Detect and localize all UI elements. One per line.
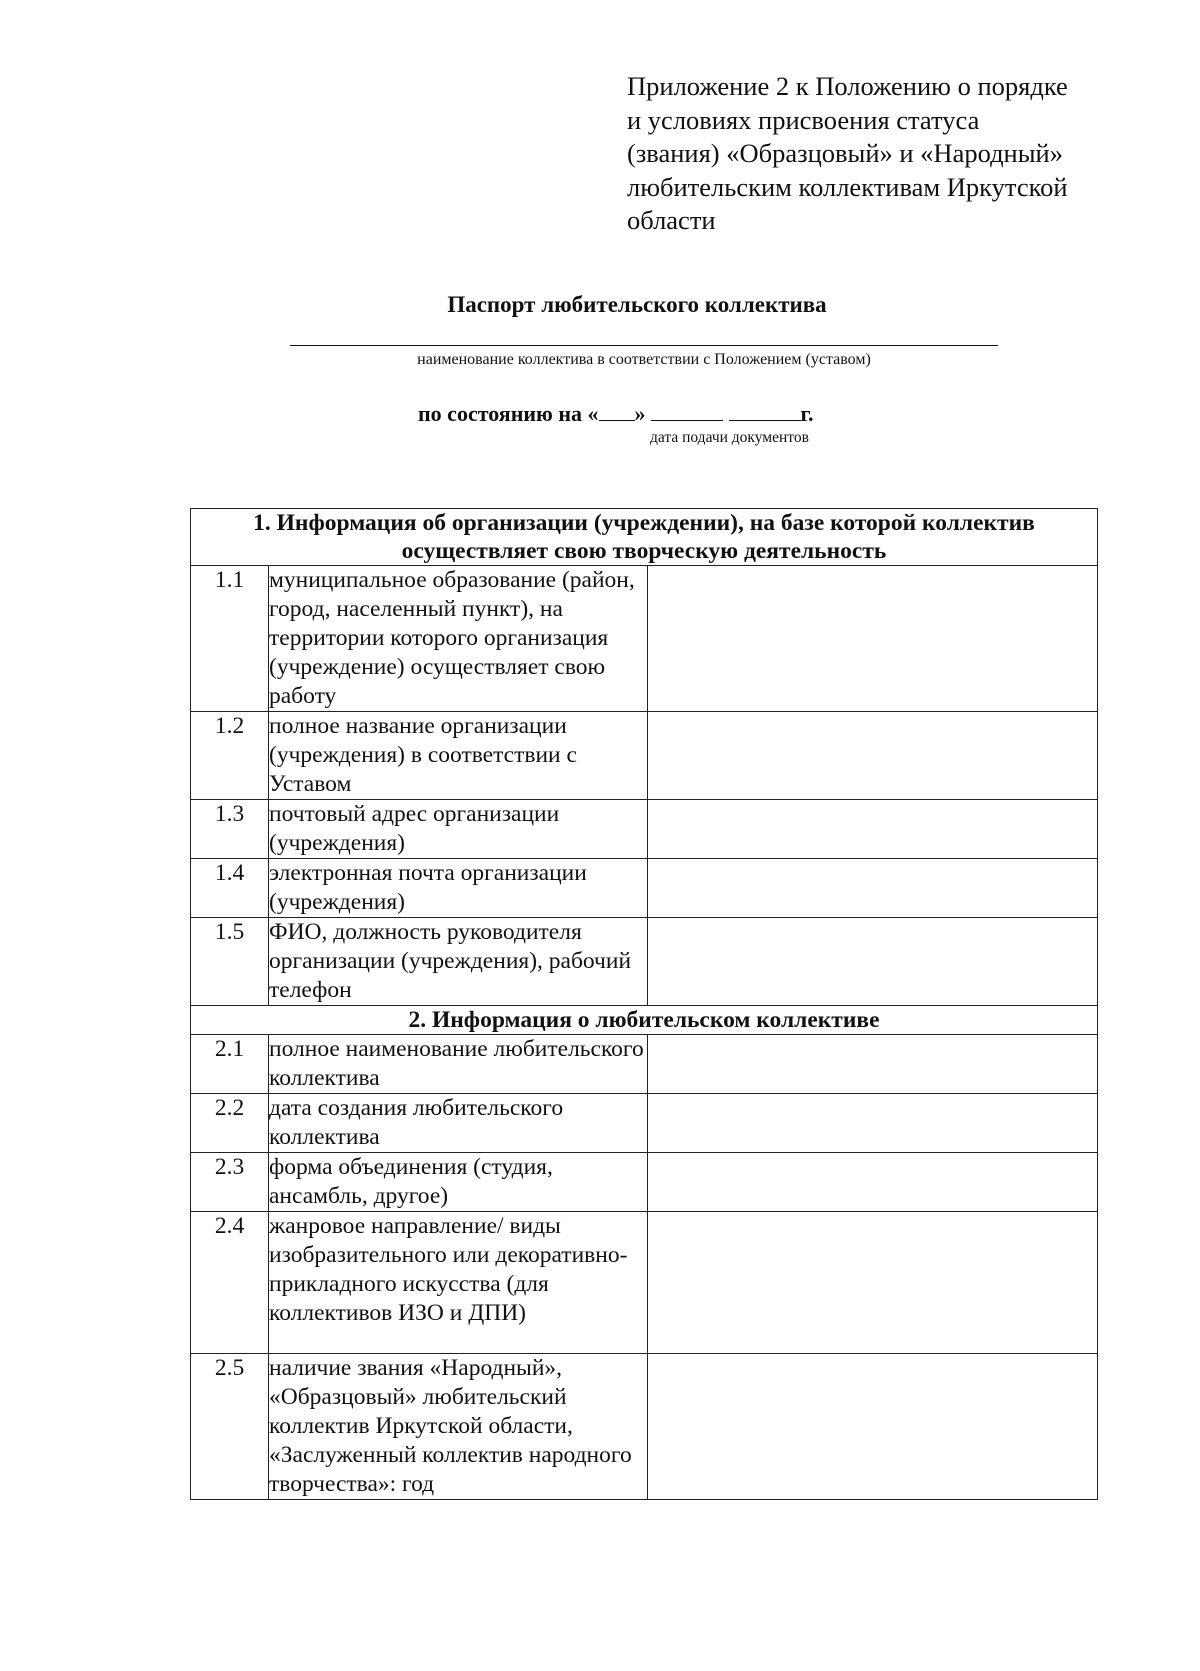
row-value <box>648 1153 1098 1212</box>
row-label: полное наименование любительского коллектива <box>269 1035 648 1094</box>
section-heading-row <box>191 1006 1098 1035</box>
row-number: 1.4 <box>191 859 269 918</box>
document-title: Паспорт любительского коллектива <box>447 292 827 317</box>
row-number: 1.3 <box>191 800 269 859</box>
section-heading: 1. Информация об организации (учреждении), на базе которой коллектив осуществляет свою творческую деятельность <box>191 509 1098 566</box>
row-value <box>648 1212 1098 1354</box>
row-number: 1.1 <box>191 566 269 712</box>
row-number: 2.1 <box>191 1035 269 1094</box>
appendix-note-line: области <box>627 205 716 235</box>
table-row <box>191 1212 1098 1354</box>
appendix-note-line: Приложение 2 к Положению о порядке <box>627 71 1068 101</box>
table-row <box>191 1354 1098 1500</box>
row-label: почтовый адрес организации (учреждения) <box>269 800 648 859</box>
table-row <box>191 712 1098 800</box>
row-number: 2.2 <box>191 1094 269 1153</box>
status-quote-close: » <box>634 401 646 426</box>
row-label: муниципальное образование (район, город, населенный пункт), на территории которого организация (учреждение) осуществляет свою работу <box>269 566 648 712</box>
row-label: ФИО, должность руководителя организации (учреждения), рабочий телефон <box>269 918 648 1006</box>
row-value <box>648 859 1098 918</box>
row-label: электронная почта организации (учреждения) <box>269 859 648 918</box>
table-row <box>191 859 1098 918</box>
row-number: 1.5 <box>191 918 269 1006</box>
row-value <box>648 1035 1098 1094</box>
row-label: форма объединения (студия, ансамбль, другое) <box>269 1153 648 1212</box>
table-row <box>191 1035 1098 1094</box>
row-value <box>648 566 1098 712</box>
month-blank <box>651 400 723 421</box>
row-label: полное название организации (учреждения) в соответствии с Уставом <box>269 712 648 800</box>
row-number: 1.2 <box>191 712 269 800</box>
passport-table <box>190 508 1098 1500</box>
day-blank <box>599 400 635 421</box>
table-row <box>191 1153 1098 1212</box>
table-row <box>191 1094 1098 1153</box>
year-blank <box>729 400 801 421</box>
status-prefix: по состоянию на « <box>418 401 599 426</box>
table-row <box>191 800 1098 859</box>
row-number: 2.4 <box>191 1212 269 1354</box>
section-heading-row <box>191 509 1098 566</box>
row-number: 2.5 <box>191 1354 269 1500</box>
status-year-suffix: г. <box>800 401 814 426</box>
row-value <box>648 918 1098 1006</box>
appendix-note-line: и условиях присвоения статуса <box>627 104 980 135</box>
date-caption: дата подачи документов <box>650 429 809 446</box>
row-value <box>648 1094 1098 1153</box>
section-heading: 2. Информация о любительском коллективе <box>191 1006 1098 1035</box>
collective-name-caption: наименование коллектива в соответствии с Положением (уставом) <box>417 351 871 368</box>
status-date-line <box>418 400 814 428</box>
appendix-note <box>627 70 1097 238</box>
row-label: жанровое направление/ виды изобразительного или декоративно-прикладного искусства (для коллективов ИЗО и ДПИ) <box>269 1212 648 1354</box>
appendix-note-line: любительским коллективам Иркутской <box>627 171 1068 202</box>
row-number: 2.3 <box>191 1153 269 1212</box>
row-label: дата создания любительского коллектива <box>269 1094 648 1153</box>
appendix-note-line: (звания) «Образцовый» и «Народный» <box>627 138 1063 168</box>
table-row <box>191 918 1098 1006</box>
row-value <box>648 800 1098 859</box>
row-value <box>648 712 1098 800</box>
row-value <box>648 1354 1098 1500</box>
table-row <box>191 566 1098 712</box>
collective-name-blank-line <box>290 345 998 346</box>
row-label: наличие звания «Народный», «Образцовый» любительский коллектив Иркутской области, «Заслуженный коллектив народного творчества»: год <box>269 1354 648 1500</box>
